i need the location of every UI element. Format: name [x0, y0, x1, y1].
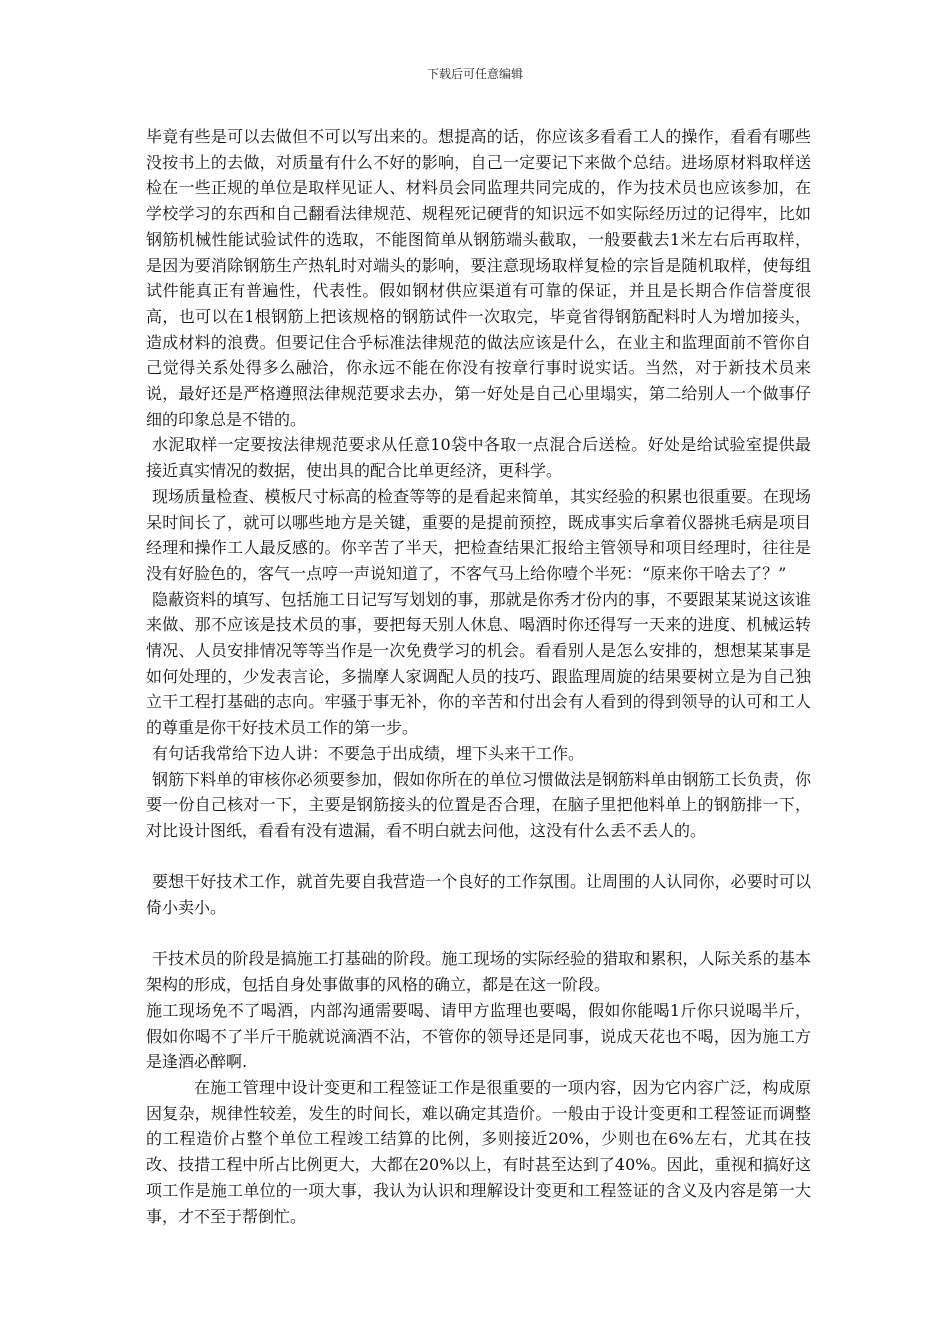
paragraph-sampling: 毕竟有些是可以去做但不可以写出来的。想提高的话，你应该多看看工人的操作，看看有哪些没按书上的去做，对质量有什么不好的影响，自己一定要记下来做个总结。进场原材料取样送检在一些正规的单位是取样见证人、材料员会同监理共同完成的，作为技术员也应该参加，在学校学习的东西和自己翻看法律规范、规程死记硬背的知识远不如实际经历过的记得牢，比如钢筋机械性能试验试件的选取，不能图简单从钢筋端头截取，一般要截去1米左右后再取样，是因为要消除钢筋生产热轧时对端头的影响，要注意现场取样复检的宗旨是随机取样，使每组试件能真正有普遍性，代表性。假如钢材供应渠道有可靠的保证，并且是长期合作信誉度很高，也可以在1根钢筋上把该规格的钢筋试件一次取完，毕竟省得钢筋配料时人为增加接头，造成材料的浪费。但要记住合乎标准法律规范的做法应该是什么，在业主和监理面前不管你自己觉得关系处得多么融洽，你永远不能在你没有按章行事时说实话。当然，对于新技术员来说，最好还是严格遵照法律规范要求去办，第一好处是自己心里塌实，第二给别人一个做事仔细的印象总是不错的。 — [146, 127, 811, 429]
paragraph-rebar-list: 钢筋下料单的审核你必须要参加，假如你所在的单位习惯做法是钢筋料单由钢筋工长负责，你要一份自己核对一下，主要是钢筋接头的位置是否合理，在脑子里把他料单上的钢筋排一下，对比设计图纸，看看有没有遗漏，看不明白就去问他，这没有什么丢不丢人的。 — [146, 769, 811, 840]
paragraph-gap — [146, 844, 811, 870]
paragraph-gap — [146, 921, 811, 947]
paragraph-atmosphere: 要想干好技术工作，就首先要自我营造一个良好的工作氛围。让周围的人认同你，必要时可以倚小卖小。 — [146, 872, 811, 918]
paragraph-foundation-stage: 干技术员的阶段是搞施工打基础的阶段。施工现场的实际经验的猎取和累积，人际关系的基本架构的形成，包括自身处事做事的风格的确立，都是在这一阶段。 — [146, 949, 811, 995]
paragraph-quality-check: 现场质量检查、模板尺寸标高的检查等等的是看起来简单，其实经验的积累也很重要。在现场呆时间长了，就可以哪些地方是关键，重要的是提前预控，既成事实后拿着仪器挑毛病是项目经理和操作工人最反感的。你辛苦了半天，把检查结果汇报给主管领导和项目经理时，往往是没有好脸色的，客气一点哼一声说知道了，不客气马上给你噎个半死：“原来你干啥去了？” — [146, 486, 811, 583]
paragraph-design-change: 在施工管理中设计变更和工程签证工作是很重要的一项内容，因为它内容广泛，构成原因复杂，规律性较差，发生的时间长，难以确定其造价。一般由于设计变更和工程签证而调整的工程造价占整个单位工程竣工结算的比例，多则接近20%，少则也在6%左右，尤其在技改、技措工程中所占比例更大，大都在20%以上，有时甚至达到了40%。因此，重视和搞好这项工作是施工单位的一项大事，我认为认识和理解设计变更和工程签证的含义及内容是第一大事，才不至于帮倒忙。 — [146, 1077, 811, 1226]
paragraph-cement: 水泥取样一定要按法律规范要求从任意10袋中各取一点混合后送检。好处是给试验室提供最接近真实情况的数据，使出具的配合比单更经济，更科学。 — [146, 435, 811, 481]
paragraph-drinking: 施工现场免不了喝酒，内部沟通需要喝、请甲方监理也要喝，假如你能喝1斤你只说喝半斤，假如你喝不了半斤干脆就说滴酒不沾，不管你的领导还是同事，说成天花也不喝，因为施工方是逢酒必醉啊. — [146, 1000, 811, 1072]
document-body — [146, 124, 811, 1229]
page-header-note: 下载后可任意编辑 — [426, 67, 523, 81]
paragraph-saying: 有句话我常给下边人讲：不要急于出成绩，埋下头来干工作。 — [152, 743, 585, 763]
paragraph-records: 隐蔽资料的填写、包括施工日记写写划划的事，那就是你秀才份内的事，不要跟某某说这该谁来做、那不应该是技术员的事，要把每天别人休息、喝酒时你还得写一天来的进度、机械运转情况、人员安排情况等等当作是一次免费学习的机会。看看别人是怎么安排的，想想某某事是如何处理的，少发表言论，多揣摩人家调配人员的技巧、跟监理周旋的结果要树立是为自己独立干工程打基础的志向。牢骚于事无补，你的辛苦和付出会有人看到的得到领导的认可和工人的尊重是你干好技术员工作的第一步。 — [146, 589, 811, 738]
